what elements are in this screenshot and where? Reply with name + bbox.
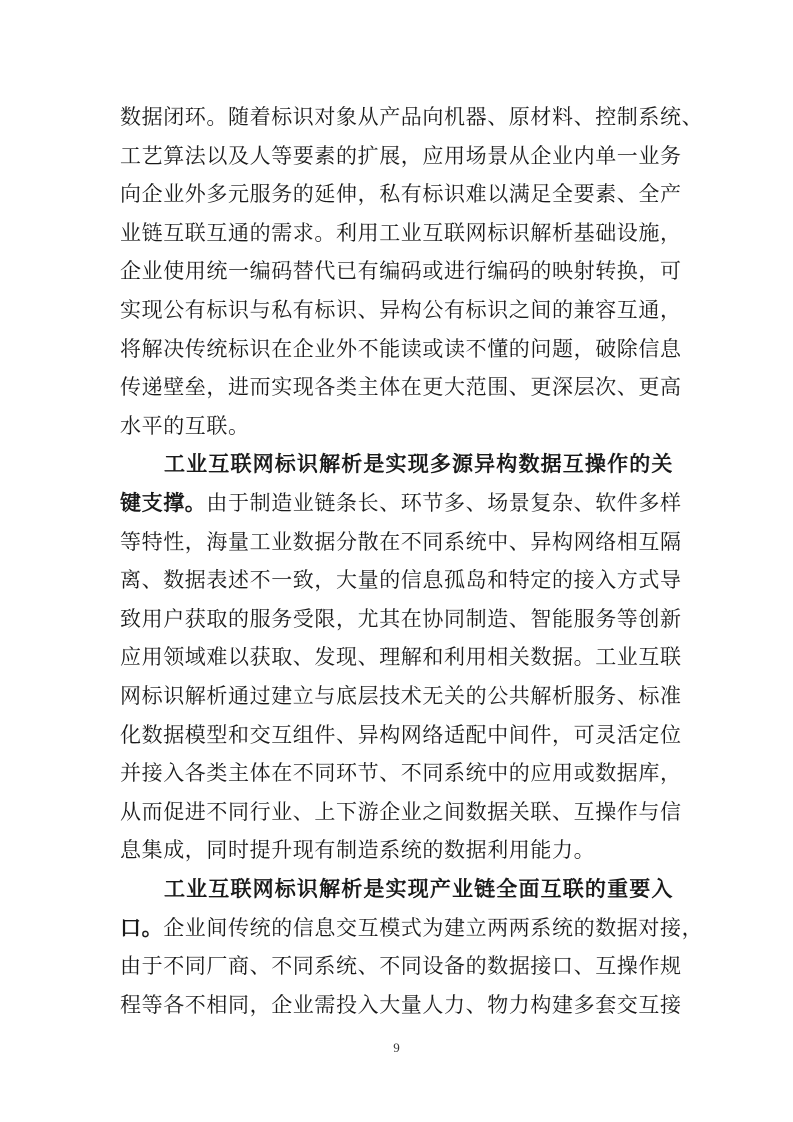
- text-line: [120, 676, 682, 716]
- text-line: [120, 290, 682, 330]
- line-text: 实现公有标识与私有标识、异构公有标识之间的兼容互通，: [120, 298, 682, 322]
- line-text: 息集成，同时提升现有制造系统的数据利用能力。: [120, 838, 596, 863]
- bold-heading-text: 口。: [120, 915, 164, 940]
- text-line: [120, 97, 704, 137]
- text-line: [164, 444, 673, 484]
- line-text: 将解决传统标识在企业外不能读或读不懂的问题，破除信息: [120, 336, 682, 361]
- text-line: [120, 908, 704, 948]
- text-line: [120, 329, 682, 369]
- text-line: [120, 251, 682, 291]
- line-text: 传递壁垒，进而实现各类主体在更大范围、更深层次、更高: [120, 375, 682, 400]
- text-line: [120, 136, 682, 176]
- line-text: 由于不同厂商、不同系统、不同设备的数据接口、互操作规: [120, 954, 682, 979]
- text-line: [120, 946, 682, 986]
- line-text: 程等各不相同，企业需投入大量人力、物力构建多套交互接: [120, 992, 682, 1017]
- text-line: [120, 599, 682, 639]
- bold-heading-text: 键支撑。: [120, 491, 207, 515]
- text-line: [120, 715, 682, 755]
- text-line: [120, 792, 682, 832]
- line-text: 由于制造业链条长、环节多、场景复杂、软件多样: [206, 491, 682, 515]
- text-line: [120, 753, 682, 793]
- bold-heading-text: 工业互联网标识解析是实现产业链全面互联的重要入: [164, 877, 673, 901]
- text-line: [120, 560, 682, 600]
- line-text: 从而促进不同行业、上下游企业之间数据关联、互操作与信: [120, 799, 682, 824]
- line-text: 数据闭环。随着标识对象从产品向机器、原材料、控制系统、: [120, 105, 704, 129]
- line-text: 业链互联互通的需求。利用工业互联网标识解析基础设施，: [120, 220, 682, 245]
- text-line: [120, 830, 673, 870]
- text-line: [120, 174, 682, 214]
- text-line: [120, 483, 682, 523]
- line-text: 企业使用统一编码替代已有编码或进行编码的映射转换，可: [120, 259, 682, 284]
- line-text: 致用户获取的服务受限，尤其在协同制造、智能服务等创新: [120, 606, 682, 631]
- bold-heading-text: 工业互联网标识解析是实现多源异构数据互操作的关: [164, 452, 673, 477]
- line-text: 并接入各类主体在不同环节、不同系统中的应用或数据库，: [120, 761, 682, 786]
- line-text: 等特性，海量工业数据分散在不同系统中、异构网络相互隔: [120, 529, 682, 554]
- line-text: 企业间传统的信息交互模式为建立两两系统的数据对接，: [163, 915, 704, 940]
- text-line: [120, 406, 673, 446]
- line-text: 网标识解析通过建立与底层技术无关的公共解析服务、标准: [120, 684, 682, 708]
- line-text: 化数据模型和交互组件、异构网络适配中间件，可灵活定位: [120, 722, 682, 747]
- text-line: [120, 985, 682, 1025]
- text-line: [120, 213, 682, 253]
- text-line: [164, 869, 673, 909]
- text-line: [120, 522, 682, 562]
- line-text: 工艺算法以及人等要素的扩展，应用场景从企业内单一业务: [120, 143, 682, 168]
- line-text: 离、数据表述不一致，大量的信息孤岛和特定的接入方式导: [120, 568, 682, 593]
- text-line: [120, 367, 682, 407]
- text-line: [120, 637, 682, 677]
- page-number: 9: [393, 1040, 400, 1055]
- line-text: 水平的互联。: [120, 413, 250, 438]
- line-text: 应用领域难以获取、发现、理解和利用相关数据。工业互联: [120, 645, 682, 670]
- line-text: 向企业外多元服务的延伸，私有标识难以满足全要素、全产: [120, 182, 682, 207]
